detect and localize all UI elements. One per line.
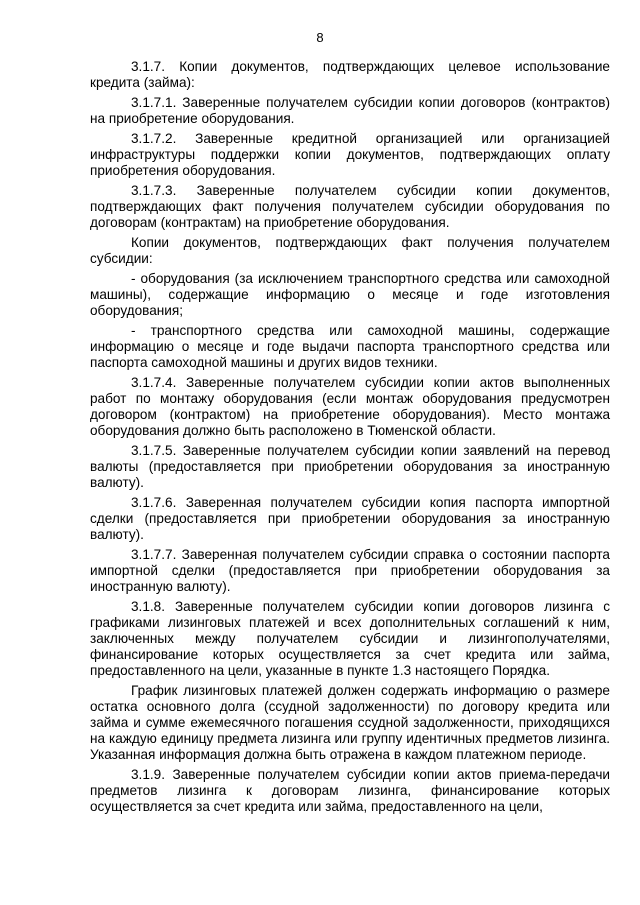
list-item-equipment: - оборудования (за исключением транспортного средства или самоходной машины), содержащие информацию о месяце и годе изготовления оборудования; bbox=[90, 271, 610, 318]
paragraph-3-1-7-5: 3.1.7.5. Заверенные получателем субсидии копии заявлений на перевод валюты (предоставляется при приобретении оборудования за иностранную валюту). bbox=[90, 443, 610, 490]
paragraph-3-1-7-7: 3.1.7.7. Заверенная получателем субсидии справка о состоянии паспорта импортной сделки (предоставляется при приобретении оборудования за иностранную валюту). bbox=[90, 547, 610, 594]
paragraph-3-1-7-1: 3.1.7.1. Заверенные получателем субсидии копии договоров (контрактов) на приобретение оборудования. bbox=[90, 95, 610, 126]
document-body bbox=[90, 59, 610, 819]
paragraph-3-1-7-2: 3.1.7.2. Заверенные кредитной организацией или организацией инфраструктуры поддержки копии документов, подтверждающих оплату приобретения оборудования. bbox=[90, 131, 610, 178]
paragraph-copies-intro: Копии документов, подтверждающих факт получения получателем субсидии: bbox=[90, 235, 610, 266]
paragraph-3-1-8: 3.1.8. Заверенные получателем субсидии копии договоров лизинга с графиками лизинговых платежей и всех дополнительных соглашений к ним, заключенных между получателем субсидии и лизингополучателями, финансирование которых осуществляется за счет кредита или займа, предоставленного на цели, указанные в пункте 1.3 настоящего Порядка. bbox=[90, 599, 610, 678]
list-item-vehicle: - транспортного средства или самоходной машины, содержащие информацию о месяце и годе выдачи паспорта транспортного средства или паспорта самоходной машины и других видов техники. bbox=[90, 323, 610, 370]
paragraph-3-1-9: 3.1.9. Заверенные получателем субсидии копии актов приема-передачи предметов лизинга к договорам лизинга, финансирование которых осуществляется за счет кредита или займа, предоставленного на цели, bbox=[90, 767, 610, 814]
paragraph-3-1-7: 3.1.7. Копии документов, подтверждающих целевое использование кредита (займа): bbox=[90, 59, 610, 90]
page-number: 8 bbox=[316, 30, 324, 45]
paragraph-3-1-7-6: 3.1.7.6. Заверенная получателем субсидии копия паспорта импортной сделки (предоставляется при приобретении оборудования за иностранную валюту). bbox=[90, 495, 610, 542]
paragraph-3-1-7-3: 3.1.7.3. Заверенные получателем субсидии копии документов, подтверждающих факт получения получателем субсидии оборудования по договорам (контрактам) на приобретение оборудования. bbox=[90, 183, 610, 230]
paragraph-3-1-7-4: 3.1.7.4. Заверенные получателем субсидии копии актов выполненных работ по монтажу оборудования (если монтаж оборудования предусмотрен договором (контрактом) на приобретение оборудования). Место монтажа оборудования должно быть расположено в Тюменской области. bbox=[90, 375, 610, 438]
paragraph-leasing-schedule: График лизинговых платежей должен содержать информацию о размере остатка основного долга (ссудной задолженности) по договору кредита или займа и сумме ежемесячного погашения ссудной задолженности, приходящихся на каждую единицу предмета лизинга или группу идентичных предметов лизинга. Указанная информация должна быть отражена в каждом платежном периоде. bbox=[90, 683, 610, 762]
